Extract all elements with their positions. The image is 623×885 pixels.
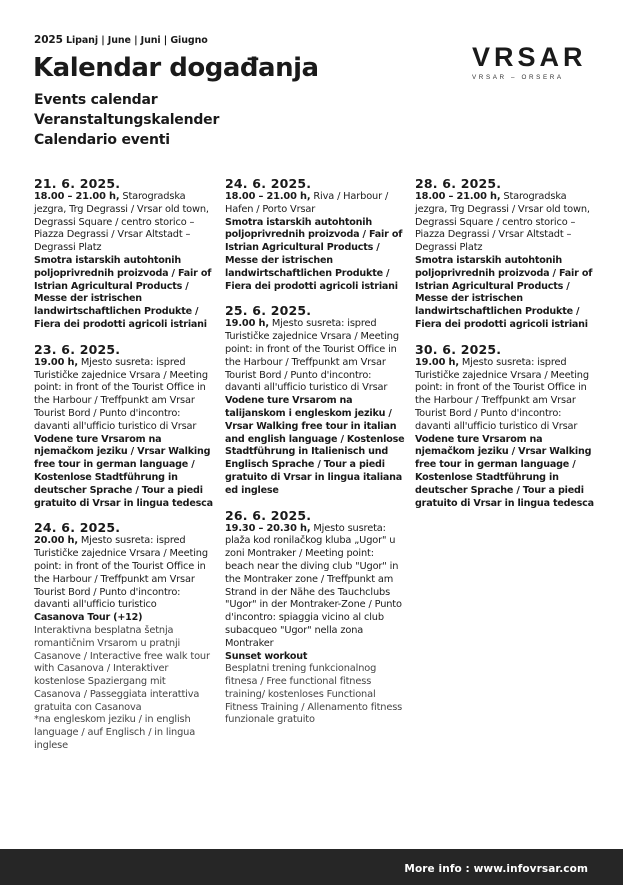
event-title: Casanova Tour (+12): [34, 612, 143, 624]
event-location: Mjesto susreta: ispred Turističke zajednice Vrsara / Meeting point: in front of the Tourist Office in the Harbour / Treffpunkt am Vrsar Tourist Bord / Punto d'incontro: davanti all'ufficio turistico di Vrsar: [415, 356, 589, 432]
event-item: [225, 303, 405, 497]
event-title: Smotra istarskih autohtonih poljoprivrednih proizvoda / Fair of Istrian Agricultural Products / Messe der istrischen landwirtschaftlichen Produkte / Fiera dei prodotti agricoli istriani: [415, 254, 593, 330]
event-item: [415, 176, 595, 332]
event-date: 24. 6. 2025.: [225, 176, 312, 191]
subtitles: [34, 90, 219, 150]
event-details: [34, 535, 214, 612]
event-note: *na engleskom jeziku / in english language / auf Englisch / in lingua inglese: [34, 714, 196, 752]
event-time: 18.00 – 21.00 h,: [225, 191, 311, 202]
event-details: [34, 357, 214, 434]
subtitle-it: Calendario eventi: [34, 132, 170, 148]
subtitle-en: Events calendar: [34, 92, 158, 108]
events-column-3: [415, 176, 595, 520]
event-title: Smotra istarskih autohtonih poljoprivrednih proizvoda / Fair of Istrian Agricultural Products / Messe der istrischen landwirtschaftlichen Produkte / Fiera dei prodotti agricoli istriani: [225, 216, 403, 292]
event-location: Mjesto susreta: ispred Turističke zajednice Vrsara / Meeting point: in front of the Tourist Office in the Harbour / Treffpunkt am Vrsar Tourist Bord / Punto d'incontro: davanti all'ufficio turistico: [34, 535, 208, 611]
event-location: Starogradska jezgra, Trg Degrassi / Vrsar old town, Degrassi Square / centro storico – Piazza Degrassi / Vrsar Altstadt – Degrassi Platz: [415, 191, 590, 254]
event-time: 19.30 – 20.30 h,: [225, 522, 311, 534]
event-time: 18.00 – 21.00 h,: [34, 191, 120, 202]
event-date: 30. 6. 2025.: [415, 341, 502, 357]
year-label: 2025: [34, 34, 63, 46]
event-title: Vodene ture Vrsarom na talijanskom i engleskom jeziku / Vrsar Walking free tour in italian and english language / Kostenlose Stadtführung in Italienisch und Englisch Sprache / Tour a piedi gratuito di Vrsar in lingua italiana ed inglese: [225, 395, 405, 496]
subtitle-de: Veranstaltungskalender: [34, 112, 220, 128]
page-title: Kalendar događanja: [33, 53, 319, 83]
logo-subtitle: VRSAR – ORSERA: [472, 74, 564, 81]
month-line: [34, 34, 208, 46]
logo-wordmark: VRSAR: [472, 42, 587, 72]
event-time: 20.00 h,: [34, 535, 78, 547]
event-date: 28. 6. 2025.: [415, 176, 502, 191]
event-date: 24. 6. 2025.: [34, 520, 121, 536]
more-info-link[interactable]: More info : www.infovrsar.com: [404, 863, 588, 875]
event-item: [225, 508, 405, 728]
event-details: [415, 191, 595, 255]
event-date: 26. 6. 2025.: [225, 507, 312, 523]
event-date: 23. 6. 2025.: [34, 341, 121, 357]
event-location: Starogradska jezgra, Trg Degrassi / Vrsar old town, Degrassi Square / centro storico – Piazza Degrassi / Vrsar Altstadt – Degrassi Platz: [34, 191, 209, 254]
event-description: Interaktivna besplatna šetnja romantičnim Vrsarom u pratnji Casanove / Interactive free walk tour with Casanova / Interaktiver kostenlose Spaziergang mit Casanova / Passeggiata interattiva gratuita con Casanova: [34, 624, 210, 713]
event-details: [415, 357, 595, 434]
event-location: Riva / Harbour / Hafen / Porto Vrsar: [225, 191, 389, 215]
event-item: [34, 342, 214, 511]
event-time: 19.00 h,: [34, 356, 78, 368]
event-item: [225, 176, 405, 293]
footer-bar: [0, 849, 623, 885]
event-time: 19.00 h,: [415, 356, 459, 368]
event-time: 18.00 – 21.00 h,: [415, 191, 501, 202]
event-title: Smotra istarskih autohtonih poljoprivrednih proizvoda / Fair of Istrian Agricultural Products / Messe der istrischen landwirtschaftlichen Produkte / Fiera dei prodotti agricoli istriani: [34, 254, 212, 330]
event-location: Mjesto susreta: ispred Turističke zajednice Vrsara / Meeting point: in front of the Tourist Office in the Harbour / Treffpunkt am Vrsar Tourist Bord / Punto d'incontro: davanti all'ufficio turistico di Vrsar: [34, 356, 208, 432]
event-title: Vodene ture Vrsarom na njemačkom jeziku / Vrsar Walking free tour in german language / Kostenlose Stadtführung in deutscher Sprache / Tour a piedi gratuito di Vrsar in lingua tedesca: [34, 433, 213, 509]
event-date: 25. 6. 2025.: [225, 303, 312, 319]
event-item: [34, 176, 214, 332]
events-column-1: [34, 176, 214, 763]
vrsar-logo: [472, 44, 590, 81]
event-time: 19.00 h,: [225, 318, 269, 330]
events-column-2: [225, 176, 405, 737]
event-item: [415, 342, 595, 511]
event-location: Mjesto susreta: plaža kod ronilačkog kluba „Ugor" u zoni Montraker / Meeting point: beach near the diving club "Ugor" in the Montraker zone / Treffpunkt am Strand in der Nähe des Tauchclubs "Ugor" in der Montraker-Zone / Punto d'incontro: spiaggia vicino al club subacqueo "Ugor" nella zona Montraker: [225, 522, 402, 649]
event-details: [225, 318, 405, 395]
event-title: Vodene ture Vrsarom na njemačkom jeziku / Vrsar Walking free tour in german language / Kostenlose Stadtführung in deutscher Sprache / Tour a piedi gratuito di Vrsar in lingua tedesca: [415, 433, 594, 509]
event-details: [34, 191, 214, 255]
event-title: Sunset workout: [225, 650, 308, 662]
event-description: Besplatni trening funkcionalnog fitnesa / Free functional fitness training/ kostenloses Functional Fitness Training / Allenamento fitness funzionale gratuito: [225, 663, 403, 726]
event-details: [225, 523, 405, 651]
event-item: [34, 520, 214, 753]
months-label: Lipanj | June | Juni | Giugno: [66, 35, 208, 46]
event-location: Mjesto susreta: ispred Turističke zajednice Vrsara / Meeting point: in front of the Tourist Office in the Harbour / Treffpunkt am Vrsar Tourist Bord / Punto d'incontro: davanti all'ufficio turistico di Vrsar: [225, 318, 399, 394]
event-date: 21. 6. 2025.: [34, 176, 121, 191]
event-details: [225, 191, 405, 217]
